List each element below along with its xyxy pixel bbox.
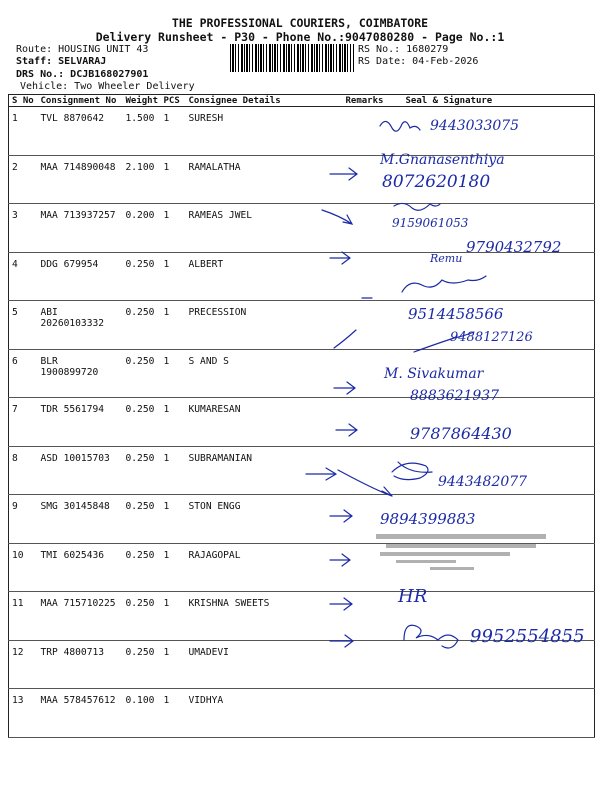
vehicle-label: Vehicle: Two Wheeler Delivery <box>20 81 195 92</box>
route-label: Route: HOUSING UNIT 43 <box>16 44 149 55</box>
row-consignment-no: MAA 715710225 <box>38 592 123 641</box>
row-pcs: 1 <box>161 349 186 398</box>
rs-number: RS No.: 1680279 <box>358 44 449 55</box>
rs-date: RS Date: 04-Feb-2026 <box>358 56 479 67</box>
handwritten-phone-8: 9787864430 <box>410 424 512 443</box>
arrow-icon <box>330 510 352 522</box>
row-consignment-no: TRP 4800713 <box>38 640 123 689</box>
arrow-icon <box>330 554 350 566</box>
handwritten-phone-13: 9952554855 <box>470 626 585 647</box>
row-consignee: UMADEVI <box>186 640 343 689</box>
row-sno: 10 <box>9 543 38 592</box>
handwritten-phone-1: 9443033075 <box>430 118 520 134</box>
row-pcs: 1 <box>161 252 186 301</box>
row-consignment-no: ABI 20260103332 <box>38 301 123 350</box>
staff-label: Staff: SELVARAJ <box>16 56 107 67</box>
row-consignment-no: DDG 679954 <box>38 252 123 301</box>
row-weight: 0.200 <box>123 204 161 253</box>
row-pcs: 1 <box>161 204 186 253</box>
arrow-icon <box>330 635 353 647</box>
row-weight: 0.100 <box>123 689 161 738</box>
row-pcs: 1 <box>161 543 186 592</box>
col-sno: S No <box>9 95 38 107</box>
row-consignee: S AND S <box>186 349 343 398</box>
row-pcs: 1 <box>161 446 186 495</box>
handwritten-name-7: M. Sivakumar <box>384 366 484 382</box>
row-consignment-no: ASD 10015703 <box>38 446 123 495</box>
row-weight: 0.250 <box>123 495 161 544</box>
row-pcs: 1 <box>161 398 186 447</box>
signature-scribble-5 <box>402 276 486 292</box>
handwritten-phone-3: 9159061053 <box>392 216 469 230</box>
signature-scribble-3 <box>394 203 440 210</box>
row-sno: 1 <box>9 107 38 156</box>
row-weight: 0.250 <box>123 543 161 592</box>
row-sno: 2 <box>9 155 38 204</box>
row-sno: 4 <box>9 252 38 301</box>
row-consignee: RAMEAS JWEL <box>186 204 343 253</box>
signature-scribble-9 <box>392 462 432 480</box>
arrow-icon <box>336 424 357 436</box>
row-consignee: KUMARESAN <box>186 398 343 447</box>
row-weight: 0.250 <box>123 398 161 447</box>
handwritten-phone-6: 9488127126 <box>450 330 533 345</box>
row-sno: 13 <box>9 689 38 738</box>
row-sno: 12 <box>9 640 38 689</box>
row-sno: 7 <box>9 398 38 447</box>
arrow-icon <box>334 330 356 348</box>
row-pcs: 1 <box>161 640 186 689</box>
col-consignee: Consignee Details <box>186 95 343 107</box>
row-consignee: KRISHNA SWEETS <box>186 592 343 641</box>
handwritten-phone-9: 9443482077 <box>438 474 528 490</box>
col-signature: Seal & Signature <box>403 95 595 107</box>
arrow-icon <box>334 382 355 394</box>
arrow-icon <box>306 468 336 480</box>
handwritten-phone-10: 9894399883 <box>380 510 476 528</box>
row-consignee: SURESH <box>186 107 343 156</box>
row-sno: 3 <box>9 204 38 253</box>
row-pcs: 1 <box>161 107 186 156</box>
row-consignee: RAJAGOPAL <box>186 543 343 592</box>
col-consignment: Consignment No <box>38 95 123 107</box>
handwritten-initials-12: HR <box>398 586 428 607</box>
row-consignment-no: MAA 713937257 <box>38 204 123 253</box>
row-consignee: VIDHYA <box>186 689 343 738</box>
drs-number: DRS No.: DCJB168027901 <box>16 69 149 80</box>
row-weight: 0.250 <box>123 640 161 689</box>
handwritten-phone-2: 8072620180 <box>382 172 491 192</box>
row-consignee: PRECESSION <box>186 301 343 350</box>
handwritten-phone-4: 9790432792 <box>466 238 562 256</box>
row-weight: 0.250 <box>123 301 161 350</box>
arrow-icon <box>338 470 392 496</box>
row-pcs: 1 <box>161 689 186 738</box>
row-pcs: 1 <box>161 155 186 204</box>
signature-scribble-1 <box>380 121 420 131</box>
runsheet-title: Delivery Runsheet - P30 - Phone No.:9047080280 - Page No.:1 <box>95 30 505 44</box>
row-sno: 5 <box>9 301 38 350</box>
row-weight: 0.250 <box>123 446 161 495</box>
arrow-icon <box>322 210 352 224</box>
handwritten-name-2: M.Gnanasenthiya <box>380 152 505 168</box>
row-pcs: 1 <box>161 495 186 544</box>
col-remarks: Remarks <box>343 95 403 107</box>
arrow-icon <box>330 168 357 180</box>
row-consignment-no: TMI 6025436 <box>38 543 123 592</box>
row-sno: 11 <box>9 592 38 641</box>
handwritten-phone-5: 9514458566 <box>408 305 504 323</box>
arrow-icon <box>330 252 350 264</box>
handwritten-phone-7: 8883621937 <box>410 388 500 404</box>
row-consignment-no: TDR 5561794 <box>38 398 123 447</box>
signature-scribble-13 <box>404 625 458 648</box>
row-weight: 0.250 <box>123 592 161 641</box>
row-sno: 9 <box>9 495 38 544</box>
row-consignee: SUBRAMANIAN <box>186 446 343 495</box>
row-consignment-no: SMG 30145848 <box>38 495 123 544</box>
row-pcs: 1 <box>161 301 186 350</box>
row-weight: 2.100 <box>123 155 161 204</box>
row-consignee: STON ENGG <box>186 495 343 544</box>
company-title: THE PROFESSIONAL COURIERS, COIMBATORE <box>171 16 429 30</box>
row-consignment-no: TVL 8870642 <box>38 107 123 156</box>
row-weight: 0.250 <box>123 252 161 301</box>
row-weight: 1.500 <box>123 107 161 156</box>
row-consignee: ALBERT <box>186 252 343 301</box>
row-sno: 6 <box>9 349 38 398</box>
row-consignment-no: MAA 578457612 <box>38 689 123 738</box>
row-consignment-no: MAA 714890048 <box>38 155 123 204</box>
row-consignee: RAMALATHA <box>186 155 343 204</box>
row-weight: 0.250 <box>123 349 161 398</box>
row-consignment-no: BLR 1900899720 <box>38 349 123 398</box>
arrow-icon <box>330 598 352 610</box>
row-pcs: 1 <box>161 592 186 641</box>
col-weight: Weight <box>123 95 161 107</box>
company-stamp <box>376 534 546 570</box>
col-pcs: PCS <box>161 95 186 107</box>
handwritten-name-4: Remu <box>430 252 463 265</box>
row-sno: 8 <box>9 446 38 495</box>
